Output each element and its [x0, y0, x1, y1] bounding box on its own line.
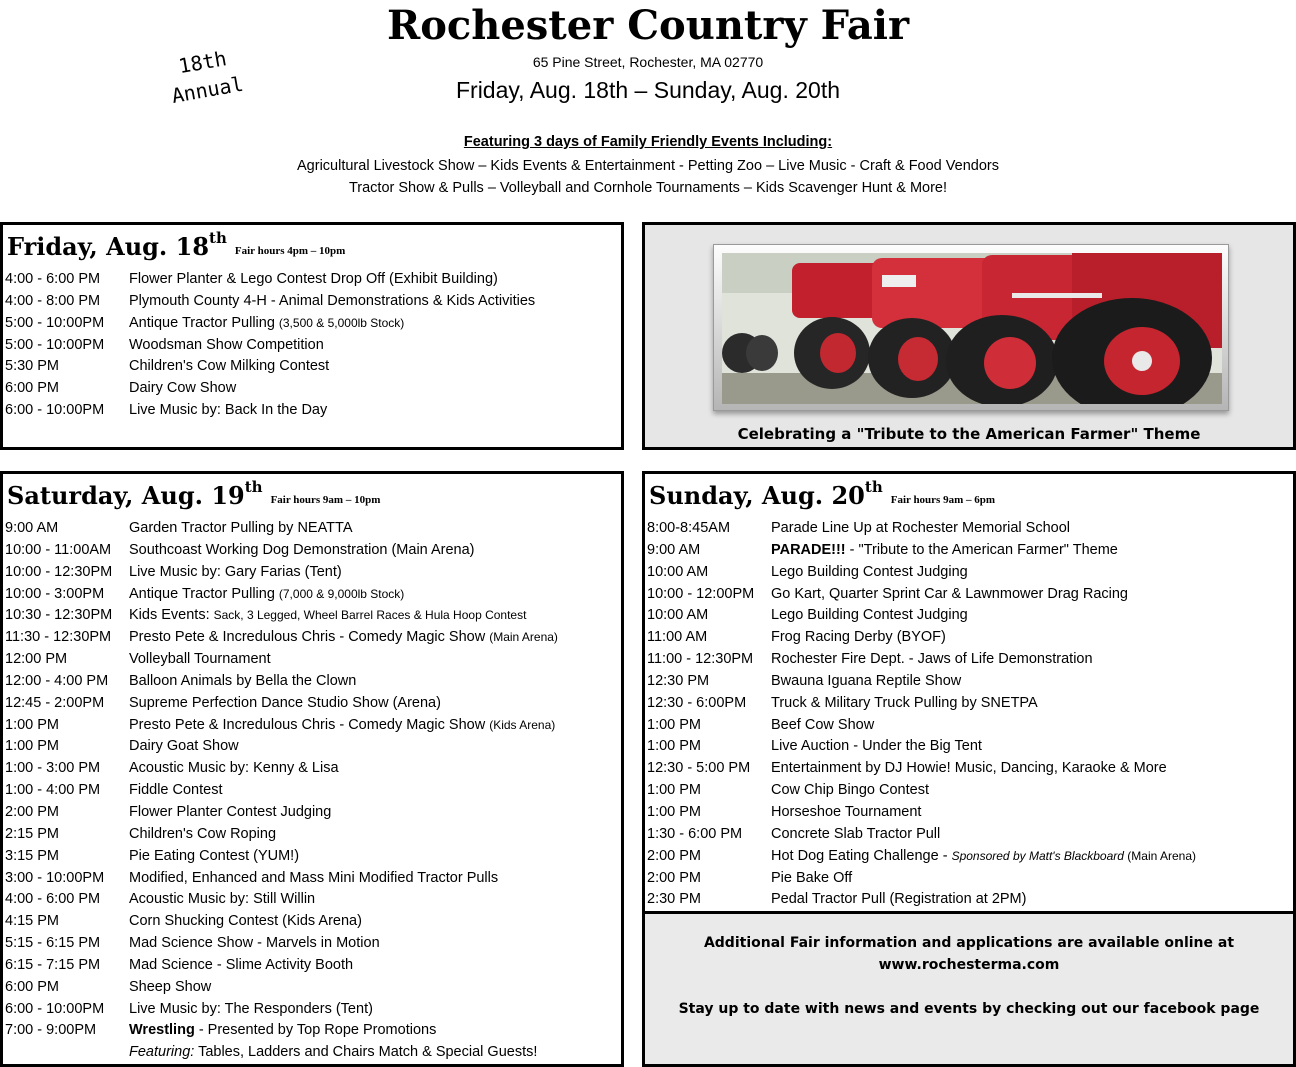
schedule-row [647, 605, 1291, 627]
tractor-image [722, 253, 1222, 404]
schedule-row [5, 911, 619, 933]
info-line-2: Stay up to date with news and events by checking out our facebook page [678, 1001, 1260, 1017]
event-description [129, 693, 441, 715]
event-time: 12:45 - 2:00PM [5, 694, 105, 711]
friday-events [5, 269, 619, 422]
address: 65 Pine Street, Rochester, MA 02770 [532, 54, 764, 70]
schedule-row [647, 518, 1291, 540]
event-title: Live Auction - Under the Big Tent [771, 738, 982, 755]
event-title: - "Tribute to the American Farmer" Theme [845, 541, 1118, 558]
event-time: 10:00 - 11:00AM [5, 541, 112, 558]
event-time: 1:00 PM [5, 738, 59, 755]
event-time: 1:00 PM [647, 738, 701, 755]
friday-heading [7, 229, 345, 261]
annual-line-1: 18th [176, 46, 229, 79]
tractor-photo [713, 244, 1229, 411]
event-title: Tables, Ladders and Chairs Match & Special Guests! [194, 1044, 538, 1061]
schedule-row [647, 736, 1291, 758]
schedule-row [5, 824, 619, 846]
schedule-row [647, 715, 1291, 737]
featuring-line-1: Agricultural Livestock Show – Kids Events & Entertainment - Petting Zoo – Live Music - Craft & Food Vendors [297, 158, 999, 174]
event-description [771, 889, 1026, 911]
event-title: Live Music by: Gary Farias (Tent) [129, 563, 342, 580]
event-title: Go Kart, Quarter Sprint Car & Lawnmower Drag Racing [771, 585, 1128, 602]
event-time: 12:30 - 5:00 PM [647, 760, 751, 777]
schedule-row [5, 605, 619, 627]
event-time: 12:00 - 4:00 PM [5, 672, 109, 689]
event-description [129, 291, 535, 313]
event-time: 1:00 - 3:00 PM [5, 760, 101, 777]
event-description [129, 955, 353, 977]
event-title: Entertainment by DJ Howie! Music, Dancing, Karaoke & More [771, 760, 1167, 777]
sunday-schedule [642, 471, 1296, 1067]
schedule-row [647, 693, 1291, 715]
event-time: 2:00 PM [5, 803, 59, 820]
event-title: Bwauna Iguana Reptile Show [771, 672, 962, 689]
event-description [129, 671, 356, 693]
event-title: Southcoast Working Dog Demonstration (Main Arena) [129, 541, 475, 558]
event-description [771, 605, 968, 627]
event-title: Acoustic Music by: Still Willin [129, 891, 316, 908]
event-title: Mad Science - Slime Activity Booth [129, 956, 354, 973]
schedule-row [5, 291, 619, 313]
schedule-row [5, 1020, 619, 1042]
sunday-events [647, 518, 1291, 911]
event-description [129, 715, 555, 737]
event-description [771, 693, 1038, 715]
event-title: Presto Pete & Incredulous Chris - Comedy Magic Show [129, 716, 486, 733]
info-url[interactable]: www.rochesterma.com [878, 957, 1060, 973]
event-time: 12:30 PM [647, 672, 710, 689]
event-description [129, 518, 353, 540]
event-title: Live Music by: Back In the Day [129, 402, 328, 419]
event-time: 10:30 - 12:30PM [5, 607, 113, 624]
event-time: 4:15 PM [5, 913, 59, 930]
schedule-row [5, 933, 619, 955]
event-title: Parade Line Up at Rochester Memorial School [771, 520, 1071, 536]
event-title: Woodsman Show Competition [129, 336, 324, 353]
event-time: 6:00 - 10:00PM [5, 1000, 105, 1017]
schedule-row [5, 736, 619, 758]
schedule-row [647, 889, 1291, 911]
event-title: Rochester Fire Dept. - Jaws of Life Demonstration [771, 651, 1093, 668]
event-title: Sheep Show [129, 978, 212, 995]
event-description [771, 715, 874, 737]
event-time: 5:00 - 10:00PM [5, 314, 105, 331]
schedule-row [647, 584, 1291, 606]
event-time: 1:00 PM [647, 716, 701, 733]
schedule-row [647, 758, 1291, 780]
event-title: Balloon Animals by Bella the Clown [129, 672, 357, 689]
event-time: 5:15 - 6:15 PM [5, 935, 101, 952]
event-title: Lego Building Contest Judging [771, 563, 968, 580]
event-time: 10:00 - 12:00PM [647, 585, 755, 602]
event-time: 3:00 - 10:00PM [5, 869, 105, 886]
friday-day: Friday, Aug. 18 [7, 232, 210, 261]
friday-day-suffix: th [209, 229, 227, 247]
event-time: 4:00 - 8:00 PM [5, 292, 101, 309]
event-title: Corn Shucking Contest (Kids Arena) [129, 913, 362, 930]
event-note: (7,000 & 9,000lb Stock) [278, 586, 405, 601]
schedule-row [5, 846, 619, 868]
event-time: 11:30 - 12:30PM [5, 629, 112, 646]
event-time: 2:00 PM [647, 847, 701, 864]
event-time: 12:30 - 6:00PM [647, 694, 747, 711]
event-time: 5:00 - 10:00PM [5, 336, 105, 353]
event-description [129, 868, 498, 890]
event-time: 1:00 PM [647, 803, 701, 820]
event-description [129, 736, 239, 758]
event-highlight: PARADE!!! [771, 541, 846, 558]
schedule-row [5, 758, 619, 780]
event-description [129, 824, 276, 846]
schedule-row [5, 562, 619, 584]
event-description [129, 1020, 436, 1042]
event-description [129, 356, 329, 378]
photo-caption: Celebrating a "Tribute to the American Farmer" Theme [737, 425, 1201, 443]
event-title: Children's Cow Roping [129, 825, 277, 842]
event-description [129, 540, 474, 562]
event-title: Flower Planter Contest Judging [129, 803, 332, 820]
featuring-line-2: Tractor Show & Pulls – Volleyball and Cornhole Tournaments – Kids Scavenger Hunt & More! [348, 180, 948, 196]
event-title: Lego Building Contest Judging [771, 607, 968, 624]
event-time: 9:00 AM [647, 541, 701, 558]
schedule-row [5, 868, 619, 890]
event-description [129, 758, 339, 780]
schedule-row [647, 846, 1291, 868]
event-description [771, 780, 929, 802]
event-description [771, 758, 1167, 780]
event-italic: Featuring: [129, 1044, 195, 1061]
sunday-day-suffix: th [864, 478, 883, 496]
event-note: (Main Arena) [1123, 848, 1196, 863]
friday-schedule [0, 222, 624, 450]
event-title: Frog Racing Derby (BYOF) [771, 629, 946, 646]
event-title: Truck & Military Truck Pulling by SNETPA [771, 694, 1038, 711]
event-title: Horseshoe Tournament [771, 803, 922, 820]
event-title: Children's Cow Milking Contest [129, 358, 330, 375]
event-title: Hot Dog Eating Challenge - [771, 847, 952, 864]
event-title: Live Music by: The Responders (Tent) [129, 1000, 373, 1017]
saturday-hours: Fair hours 9am – 10pm [270, 494, 381, 506]
event-time: 2:30 PM [647, 891, 701, 908]
event-title: Dairy Goat Show [129, 738, 239, 755]
schedule-row [5, 649, 619, 671]
event-title: Antique Tractor Pulling [129, 585, 275, 602]
event-title: Pedal Tractor Pull (Registration at 2PM) [771, 891, 1027, 908]
event-title: Beef Cow Show [771, 716, 875, 733]
event-sponsor: Sponsored by Matt's Blackboard [951, 848, 1124, 863]
event-description [129, 269, 498, 291]
event-description [771, 824, 940, 846]
saturday-day: Saturday, Aug. 19 [7, 481, 245, 510]
event-time: 10:00 - 3:00PM [5, 585, 105, 602]
friday-hours: Fair hours 4pm – 10pm [234, 245, 346, 257]
event-title: Fiddle Contest [129, 782, 223, 799]
event-description [129, 400, 327, 422]
event-title: Plymouth County 4-H - Animal Demonstrations & Kids Activities [129, 292, 536, 309]
event-description [129, 378, 236, 400]
schedule-row [5, 335, 619, 357]
event-note: Sack, 3 Legged, Wheel Barrel Races & Hula Hoop Contest [213, 608, 527, 623]
event-description [771, 846, 1196, 868]
sunday-day: Sunday, Aug. 20 [649, 481, 865, 510]
schedule-row [5, 999, 619, 1021]
schedule-row [5, 693, 619, 715]
schedule-row [5, 313, 619, 335]
event-description [129, 889, 315, 911]
event-time: 10:00 - 12:30PM [5, 563, 113, 580]
event-description [771, 736, 982, 758]
event-time: 6:00 PM [5, 380, 59, 397]
sunday-heading [649, 478, 995, 510]
schedule-row [647, 562, 1291, 584]
schedule-row [647, 868, 1291, 890]
saturday-day-suffix: th [244, 478, 263, 496]
info-panel [645, 911, 1293, 1064]
event-title: Mad Science Show - Marvels in Motion [129, 935, 380, 952]
schedule-row [5, 1042, 619, 1064]
page-header [0, 0, 1296, 215]
event-description [129, 802, 331, 824]
event-time: 8:00-8:45AM [647, 520, 731, 536]
event-time: 1:00 PM [647, 782, 701, 799]
event-time: 9:00 AM [5, 520, 59, 536]
schedule-row [5, 269, 619, 291]
schedule-row [647, 540, 1291, 562]
event-title: Supreme Perfection Dance Studio Show (Arena) [129, 694, 441, 711]
event-time: 1:00 PM [5, 716, 59, 733]
event-time: 6:00 PM [5, 978, 59, 995]
event-time: 5:30 PM [5, 358, 59, 375]
event-title: Garden Tractor Pulling by NEATTA [129, 520, 353, 536]
saturday-schedule [0, 471, 624, 1067]
schedule-row [5, 802, 619, 824]
event-description [129, 584, 404, 606]
schedule-row [647, 671, 1291, 693]
event-time: 11:00 - 12:30PM [647, 651, 754, 668]
schedule-row [5, 356, 619, 378]
schedule-row [647, 649, 1291, 671]
event-title: Pie Bake Off [771, 869, 853, 886]
saturday-events [5, 518, 619, 1064]
event-time: 1:00 - 4:00 PM [5, 782, 101, 799]
schedule-row [5, 400, 619, 422]
schedule-row [5, 627, 619, 649]
annual-line-2: Annual [169, 71, 246, 108]
event-description [771, 649, 1093, 671]
event-time: 6:00 - 10:00PM [5, 402, 105, 419]
schedule-row [5, 584, 619, 606]
event-description [129, 335, 324, 357]
event-description [129, 911, 362, 933]
saturday-heading [7, 478, 380, 510]
event-time: 3:15 PM [5, 847, 59, 864]
event-time: 11:00 AM [647, 629, 708, 646]
event-title: Kids Events: [129, 607, 210, 624]
schedule-row [5, 378, 619, 400]
event-description [771, 584, 1128, 606]
schedule-row [5, 715, 619, 737]
event-description [771, 671, 961, 693]
event-description [129, 846, 299, 868]
schedule-row [5, 518, 619, 540]
featuring-heading: Featuring 3 days of Family Friendly Events Including: [463, 134, 833, 150]
event-description [129, 977, 211, 999]
schedule-row [647, 780, 1291, 802]
info-line-1: Additional Fair information and applications are available online at [703, 935, 1235, 951]
event-description [129, 780, 223, 802]
schedule-row [647, 627, 1291, 649]
event-title: Antique Tractor Pulling [129, 314, 275, 331]
event-description [771, 802, 921, 824]
event-description [129, 649, 271, 671]
schedule-row [5, 671, 619, 693]
schedule-row [5, 889, 619, 911]
event-title: Volleyball Tournament [129, 651, 271, 668]
event-title: Presto Pete & Incredulous Chris - Comedy Magic Show [129, 629, 486, 646]
event-time: 2:00 PM [647, 869, 701, 886]
event-note: (Kids Arena) [489, 717, 556, 732]
event-description [771, 518, 1070, 540]
event-time: 6:15 - 7:15 PM [5, 956, 101, 973]
tractor-photo-panel [642, 222, 1296, 450]
event-title: Cow Chip Bingo Contest [771, 782, 929, 799]
event-title: Concrete Slab Tractor Pull [771, 825, 941, 842]
event-description [771, 627, 946, 649]
event-title: Modified, Enhanced and Mass Mini Modified Tractor Pulls [129, 869, 499, 886]
event-time: 12:00 PM [5, 651, 68, 668]
event-description [771, 540, 1118, 562]
schedule-row [5, 977, 619, 999]
schedule-row [647, 802, 1291, 824]
event-description [129, 999, 373, 1021]
event-title: Flower Planter & Lego Contest Drop Off (Exhibit Building) [129, 271, 498, 287]
event-time: 2:15 PM [5, 825, 59, 842]
event-time: 7:00 - 9:00PM [5, 1022, 97, 1039]
schedule-row [647, 824, 1291, 846]
event-time: 4:00 - 6:00 PM [5, 891, 101, 908]
event-highlight: Wrestling [129, 1022, 195, 1039]
sunday-hours: Fair hours 9am – 6pm [890, 494, 996, 506]
event-description [129, 933, 380, 955]
event-title: Acoustic Music by: Kenny & Lisa [129, 760, 339, 777]
event-note: (3,500 & 5,000lb Stock) [278, 315, 405, 330]
fair-dates: Friday, Aug. 18th – Sunday, Aug. 20th [455, 77, 841, 103]
event-time: 10:00 AM [647, 607, 709, 624]
event-description [771, 868, 852, 890]
event-description [771, 562, 968, 584]
event-description [129, 1042, 537, 1064]
event-time: 4:00 - 6:00 PM [5, 271, 101, 287]
page-title: Rochester Country Fair [386, 2, 910, 49]
event-time: 10:00 AM [647, 563, 709, 580]
event-title: Dairy Cow Show [129, 380, 237, 397]
event-description [129, 313, 404, 335]
event-description [129, 605, 526, 627]
schedule-row [5, 780, 619, 802]
schedule-row [5, 955, 619, 977]
schedule-row [5, 540, 619, 562]
event-description [129, 627, 558, 649]
event-time: 1:30 - 6:00 PM [647, 825, 743, 842]
event-title: Pie Eating Contest (YUM!) [129, 847, 300, 864]
event-note: (Main Arena) [489, 630, 558, 645]
event-description [129, 562, 342, 584]
event-title: - Presented by Top Rope Promotions [194, 1022, 437, 1039]
